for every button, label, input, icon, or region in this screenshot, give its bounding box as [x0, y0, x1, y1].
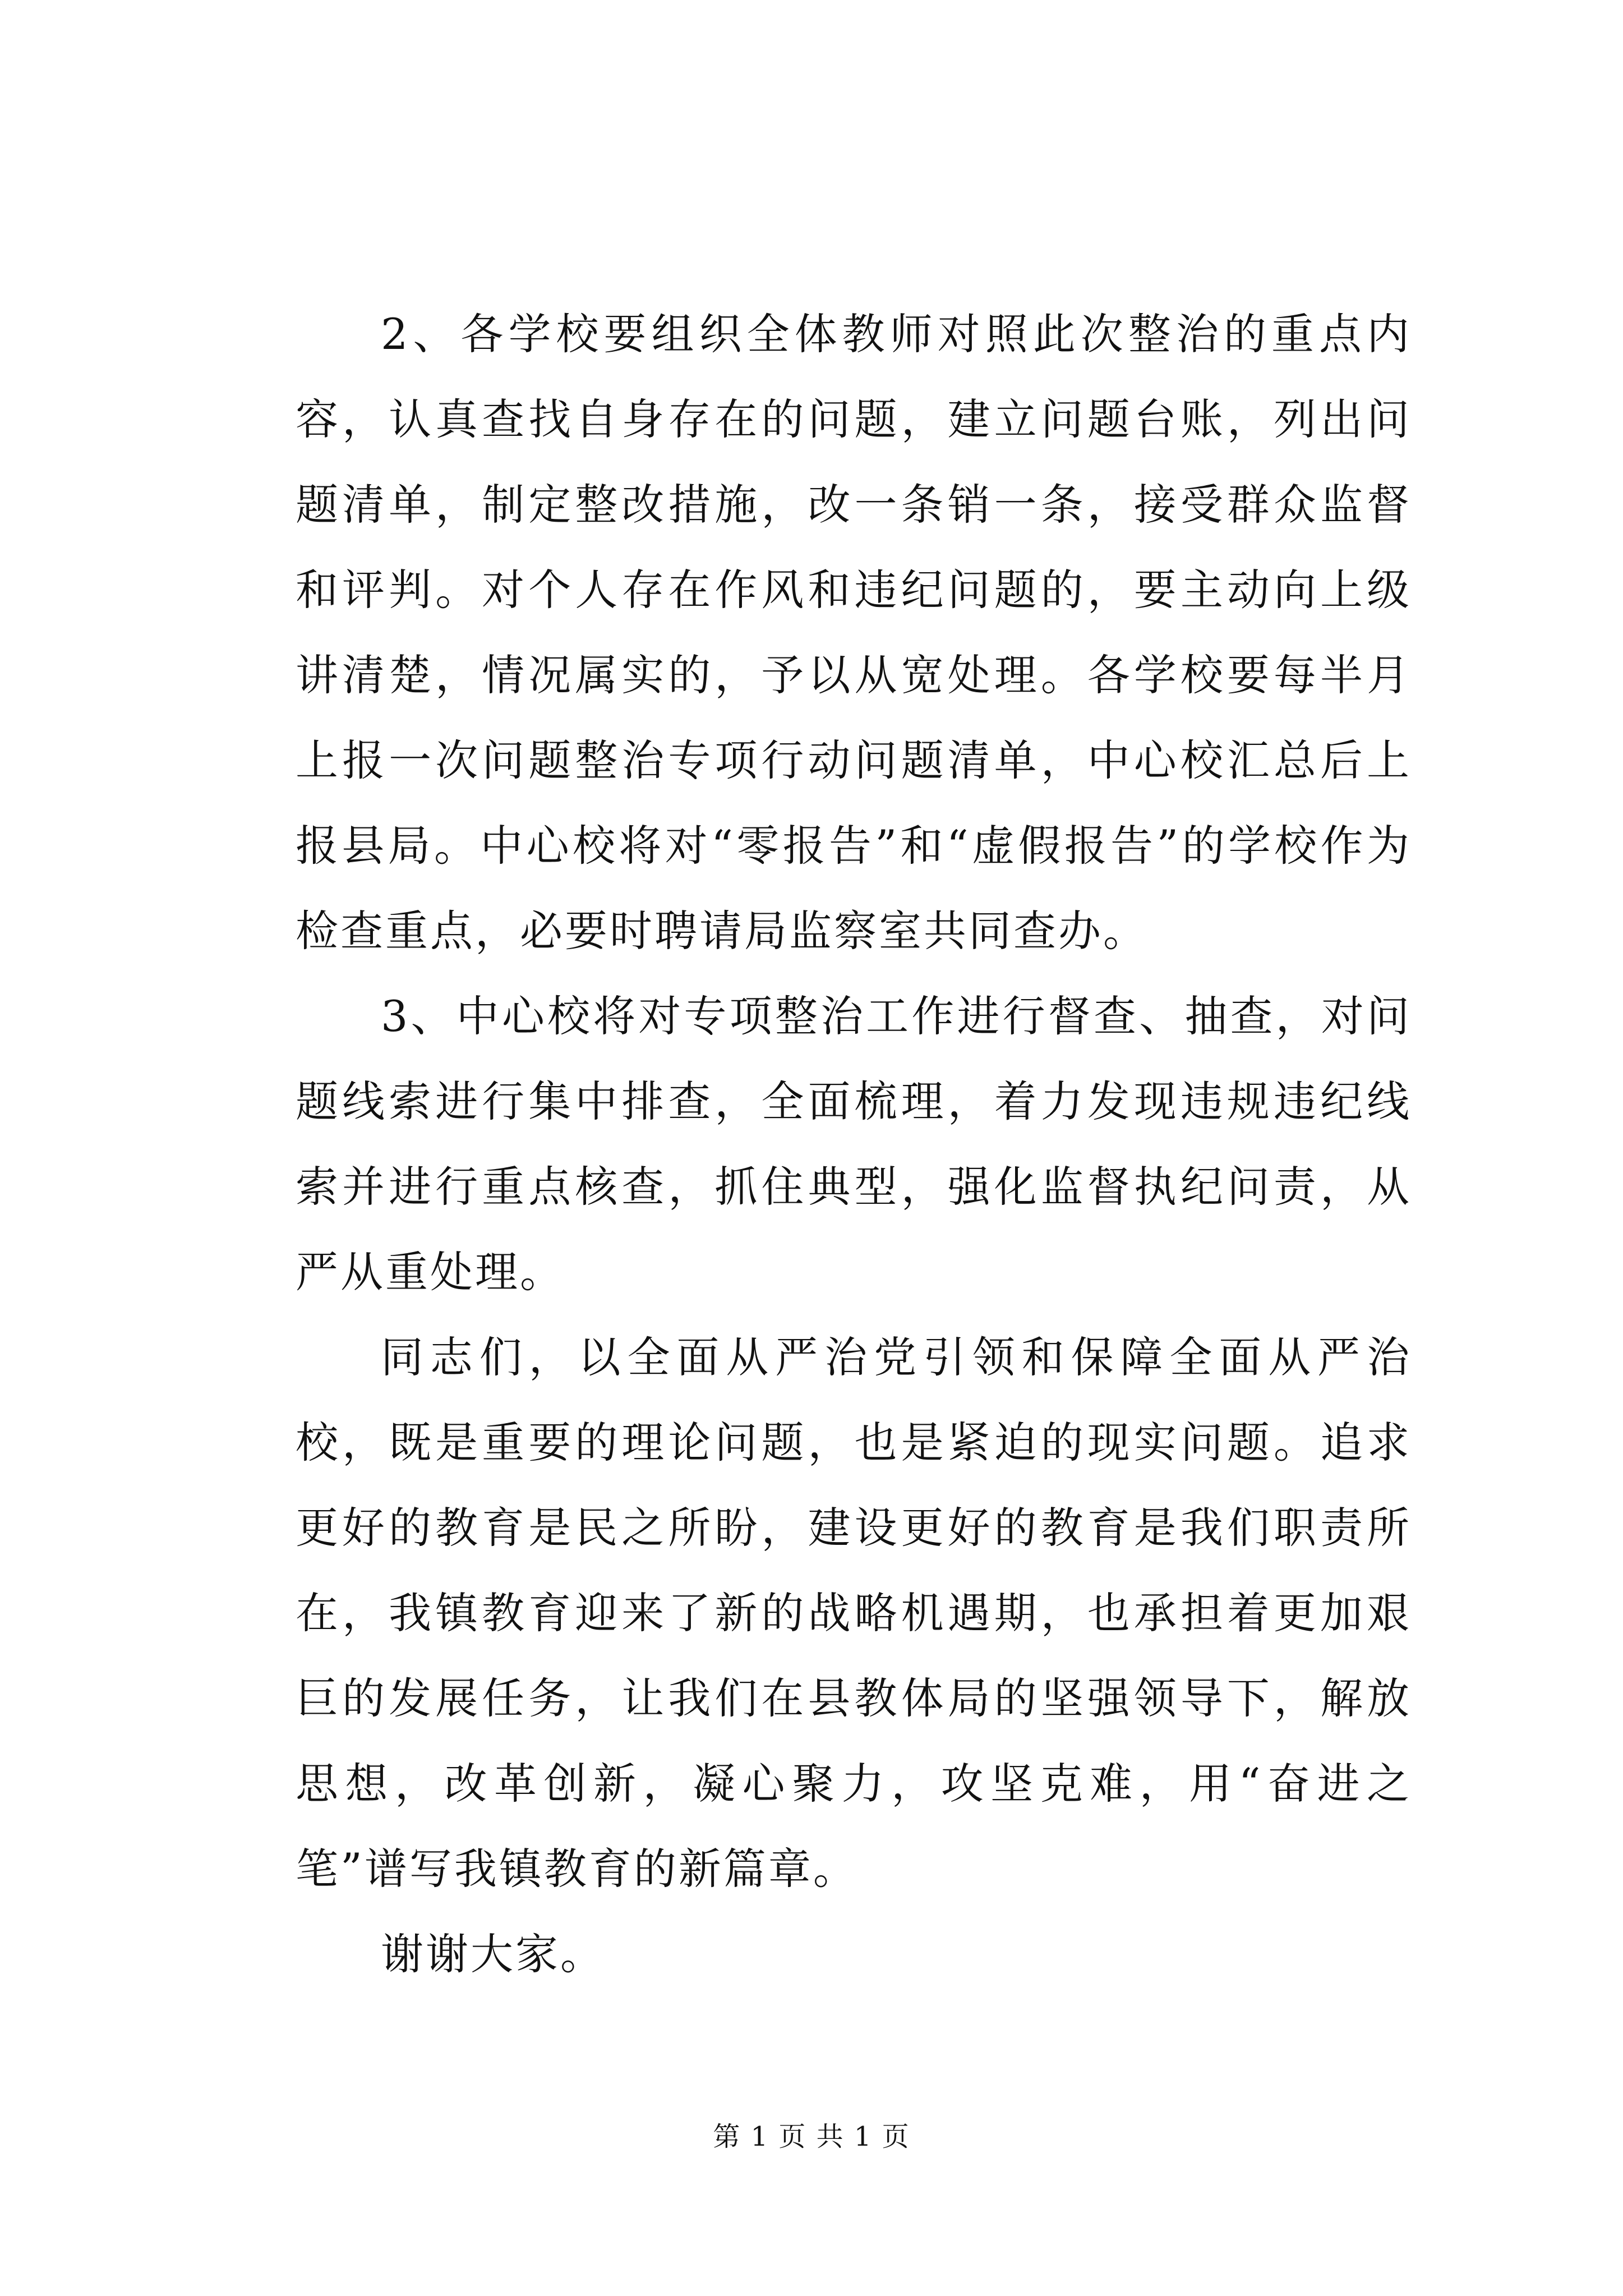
paragraph-closing: 同志们，以全面从严治党引领和保障全面从严治校，既是重要的理论问题，也是紧迫的现实问题。追求更好的教育是民之所盼，建设更好的教育是我们职责所在，我镇教育迎来了新的战略机遇期，也承担着更加艰巨的发展任务，让我们在县教体局的坚强领导下，解放思想，改革创新，凝心聚力，攻坚克难，用“奋进之笔”谱写我镇教育的新篇章。 [296, 1332, 1412, 1894]
paragraph-thanks: 谢谢大家。 [381, 1929, 605, 1979]
document-body [296, 292, 1412, 1997]
paragraph-3: 3、中心校将对专项整治工作进行督查、抽查，对问题线索进行集中排查，全面梳理，着力发现违规违纪线索并进行重点核查，抓住典型，强化监督执纪问责，从严从重处理。 [296, 991, 1412, 1297]
paragraph-2: 2、各学校要组织全体教师对照此次整治的重点内容，认真查找自身存在的问题，建立问题台账，列出问题清单，制定整改措施，改一条销一条，接受群众监督和评判。对个人存在作风和违纪问题的，要主动向上级讲清楚，情况属实的，予以从宽处理。各学校要每半月上报一次问题整治专项行动问题清单，中心校汇总后上报县局。中心校将对“零报告”和“虚假报告”的学校作为检查重点，必要时聘请局监察室共同查办。 [296, 309, 1412, 956]
page-footer: 第 1 页 共 1 页 [713, 2121, 910, 2152]
